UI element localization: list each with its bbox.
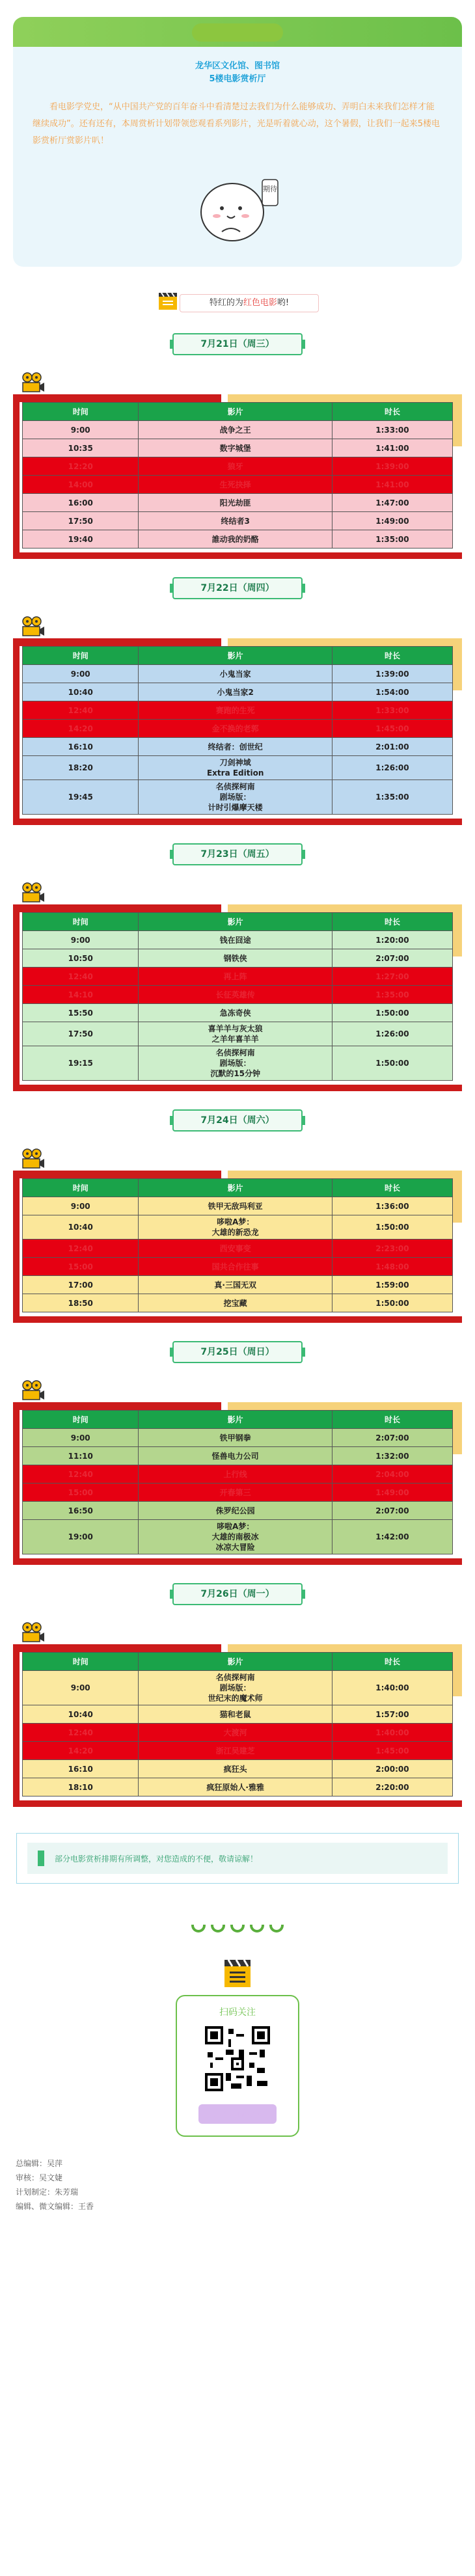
table-row (23, 1276, 453, 1294)
cell-time: 9:00 (23, 1671, 139, 1705)
cell-duration: 1:20:00 (332, 931, 452, 949)
cell-time: 15:00 (23, 1484, 139, 1502)
table-row (23, 756, 453, 780)
day-title: 7月22日（周四） (172, 577, 303, 599)
cell-duration: 1:50:00 (332, 1215, 452, 1240)
cell-duration: 1:45:00 (332, 1742, 452, 1760)
schedule-table (22, 912, 453, 1081)
col-header-time: 时间 (23, 1411, 139, 1429)
cell-film: 挖宝藏 (139, 1294, 332, 1312)
follow-button[interactable]: 长按二维码关注 (198, 2104, 277, 2124)
cell-duration: 1:32:00 (332, 1447, 452, 1465)
schedule-table-wrap (13, 904, 462, 1091)
day-title: 7月25日（周日） (172, 1341, 303, 1363)
cell-film: 猫和老鼠 (139, 1705, 332, 1724)
cell-film: 狼牙 (139, 457, 332, 476)
table-row (23, 476, 453, 494)
cell-film: 疯狂头 (139, 1760, 332, 1778)
cell-time: 19:15 (23, 1046, 139, 1081)
cell-duration: 1:33:00 (332, 701, 452, 720)
day-title: 7月21日（周三） (172, 333, 303, 355)
cell-film: 生死抉择 (139, 476, 332, 494)
credit-line: 计划制定：朱芳瑞 (16, 2188, 79, 2197)
table-header-row (23, 403, 453, 421)
day-schedule (13, 1583, 462, 1807)
cell-film: 战争之王 (139, 421, 332, 439)
red-film-tip (156, 289, 319, 315)
cell-time: 14:20 (23, 720, 139, 738)
cell-duration: 1:47:00 (332, 494, 452, 512)
cell-duration: 2:01:00 (332, 738, 452, 756)
follow-section (176, 1955, 299, 2137)
cell-film: 怪兽电力公司 (139, 1447, 332, 1465)
cell-film: 哆啦A梦： 大雄的新恐龙 (139, 1215, 332, 1240)
cell-time: 16:10 (23, 738, 139, 756)
schedule-table (22, 646, 453, 815)
col-header-duration: 时长 (332, 647, 452, 665)
cell-time: 14:10 (23, 986, 139, 1004)
cell-time: 12:40 (23, 1465, 139, 1484)
day-schedule (13, 1109, 462, 1323)
cell-duration: 2:07:00 (332, 949, 452, 968)
notice-bar (38, 1851, 44, 1866)
cell-film: 阳光劫匪 (139, 494, 332, 512)
cell-time: 11:10 (23, 1447, 139, 1465)
schedule-table (22, 1410, 453, 1554)
cell-film: 名侦探柯南 剧场版： 沉默的15分钟 (139, 1046, 332, 1081)
intro-text: 看电影学党史，“从中国共产党的百年奋斗中看清楚过去我们为什么能够成功、弄明白未来我们怎样才能继续成功”。还有还有，本周赏析计划带领您观看系列影片，光是听着就心动，这个暑假，让我们一起来5楼电影赏析厅赏影片叭！ (33, 102, 441, 146)
table-row (23, 1724, 453, 1742)
table-row (23, 1258, 453, 1276)
cell-film: 铁甲无敌玛利亚 (139, 1197, 332, 1215)
table-row (23, 1484, 453, 1502)
table-row (23, 1294, 453, 1312)
schedule-table (22, 1178, 453, 1312)
cell-time: 9:00 (23, 665, 139, 683)
cell-duration: 1:35:00 (332, 780, 452, 815)
cell-film: 小鬼当家 (139, 665, 332, 683)
col-header-time: 时间 (23, 647, 139, 665)
table-row (23, 949, 453, 968)
cell-time: 12:40 (23, 1240, 139, 1258)
tip-prefix: 特红的为 (209, 298, 243, 308)
cell-duration: 1:35:00 (332, 530, 452, 549)
qr-code-icon[interactable] (205, 2026, 270, 2091)
cell-duration: 2:23:00 (332, 1240, 452, 1258)
table-row (23, 1046, 453, 1081)
cell-time: 10:50 (23, 949, 139, 968)
tip-red-text: 红色电影 (243, 298, 277, 308)
cell-time: 18:50 (23, 1294, 139, 1312)
table-row (23, 512, 453, 530)
cell-film: 浙江吴建芝 (139, 1742, 332, 1760)
follow-title: 扫码关注 (219, 2007, 256, 2018)
day-title: 7月23日（周五） (172, 843, 303, 865)
cell-duration: 1:59:00 (332, 1276, 452, 1294)
table-header-row (23, 647, 453, 665)
cell-film: 疯狂原始人·雅雅 (139, 1778, 332, 1796)
header-banner (13, 17, 462, 267)
cell-time: 16:50 (23, 1502, 139, 1520)
day-schedule (13, 843, 462, 1091)
table-row (23, 1197, 453, 1215)
cell-time: 17:50 (23, 1022, 139, 1046)
cell-film: 急冻奇侠 (139, 1004, 332, 1022)
cell-duration: 1:48:00 (332, 1258, 452, 1276)
cell-duration: 2:07:00 (332, 1429, 452, 1447)
cell-time: 18:20 (23, 756, 139, 780)
divider-dots (0, 1923, 475, 1935)
cell-time: 15:50 (23, 1004, 139, 1022)
cell-time: 17:50 (23, 512, 139, 530)
col-header-film: 影片 (139, 1411, 332, 1429)
table-row (23, 439, 453, 457)
cell-time: 15:00 (23, 1258, 139, 1276)
col-header-duration: 时长 (332, 913, 452, 931)
table-row (23, 1447, 453, 1465)
cell-duration: 1:39:00 (332, 457, 452, 476)
table-row (23, 1215, 453, 1240)
table-row (23, 701, 453, 720)
cell-film: 侏罗纪公园 (139, 1502, 332, 1520)
cell-time: 10:40 (23, 683, 139, 701)
credits (0, 2137, 475, 2240)
col-header-duration: 时长 (332, 1653, 452, 1671)
table-header-row (23, 913, 453, 931)
clapperboard-icon (156, 289, 180, 312)
table-header-row (23, 1411, 453, 1429)
schedule-table (22, 1652, 453, 1796)
day-title: 7月24日（周六） (172, 1109, 303, 1132)
mascot-icon (192, 160, 283, 251)
table-row (23, 1520, 453, 1554)
credit-line: 编辑、微文编辑：王香 (16, 2202, 94, 2211)
cell-film: 长征英雄传 (139, 986, 332, 1004)
cell-time: 18:10 (23, 1778, 139, 1796)
table-row (23, 968, 453, 986)
mascot-label: 期待 (263, 185, 277, 193)
cell-time: 16:00 (23, 494, 139, 512)
schedule-table (22, 402, 453, 549)
col-header-film: 影片 (139, 1653, 332, 1671)
cell-film: 刀剑神域 Extra Edition (139, 756, 332, 780)
cell-time: 9:00 (23, 1197, 139, 1215)
cell-time: 14:20 (23, 1742, 139, 1760)
table-row (23, 931, 453, 949)
table-row (23, 1465, 453, 1484)
film-camera-icon (20, 614, 46, 640)
venue-line-2: 5楼电影赏析厅 (209, 74, 266, 84)
credit-line: 审核：吴文婕 (16, 2173, 63, 2182)
col-header-time: 时间 (23, 913, 139, 931)
credit-line: 总编辑：吴萍 (16, 2159, 63, 2168)
cell-time: 12:40 (23, 1724, 139, 1742)
cell-film: 开春第三 (139, 1484, 332, 1502)
cell-duration: 1:50:00 (332, 1294, 452, 1312)
cell-duration: 1:50:00 (332, 1046, 452, 1081)
table-row (23, 421, 453, 439)
col-header-duration: 时长 (332, 1179, 452, 1197)
cell-duration: 1:49:00 (332, 512, 452, 530)
cell-duration: 1:45:00 (332, 720, 452, 738)
table-row (23, 1705, 453, 1724)
cell-time: 10:35 (23, 439, 139, 457)
col-header-film: 影片 (139, 403, 332, 421)
notice-box (16, 1833, 459, 1884)
cell-film: 铁甲钢拳 (139, 1429, 332, 1447)
day-title: 7月26日（周一） (172, 1583, 303, 1605)
venue-line-1: 龙华区文化馆、图书馆 (195, 61, 280, 71)
table-row (23, 1671, 453, 1705)
table-row (23, 494, 453, 512)
cell-time: 17:00 (23, 1276, 139, 1294)
cell-duration: 1:57:00 (332, 1705, 452, 1724)
film-camera-icon (20, 1377, 46, 1403)
day-schedule (13, 333, 462, 559)
cell-duration: 1:36:00 (332, 1197, 452, 1215)
clapperboard-icon (219, 1955, 256, 1991)
schedule-days (0, 333, 475, 1807)
film-camera-icon (20, 880, 46, 906)
cell-duration: 1:49:00 (332, 1484, 452, 1502)
cell-film: 终结者：创世纪 (139, 738, 332, 756)
cell-duration: 2:07:00 (332, 1502, 452, 1520)
cell-time: 12:40 (23, 701, 139, 720)
table-row (23, 1742, 453, 1760)
day-schedule (13, 577, 462, 825)
schedule-table-wrap (13, 1402, 462, 1565)
tip-box (180, 294, 319, 312)
cell-film: 钱在囧途 (139, 931, 332, 949)
cell-time: 10:40 (23, 1215, 139, 1240)
table-row (23, 986, 453, 1004)
table-row (23, 1240, 453, 1258)
cell-duration: 1:40:00 (332, 1671, 452, 1705)
table-row (23, 683, 453, 701)
schedule-table-wrap (13, 1644, 462, 1807)
table-header-row (23, 1653, 453, 1671)
table-row (23, 738, 453, 756)
cell-duration: 1:54:00 (332, 683, 452, 701)
table-row (23, 665, 453, 683)
film-camera-icon (20, 370, 46, 396)
cell-duration: 1:33:00 (332, 421, 452, 439)
col-header-time: 时间 (23, 1179, 139, 1197)
cell-film: 名侦探柯南 剧场版： 世纪末的魔术师 (139, 1671, 332, 1705)
table-header-row (23, 1179, 453, 1197)
cell-film: 西安事变 (139, 1240, 332, 1258)
cell-film: 赛跑的生死 (139, 701, 332, 720)
table-row (23, 1502, 453, 1520)
col-header-film: 影片 (139, 647, 332, 665)
cell-film: 誰动我的奶酪 (139, 530, 332, 549)
cell-time: 12:40 (23, 968, 139, 986)
cell-time: 19:00 (23, 1520, 139, 1554)
cell-film: 大渡河 (139, 1724, 332, 1742)
cell-film: 喜羊羊与灰太狼 之羊年喜羊羊 (139, 1022, 332, 1046)
table-row (23, 1004, 453, 1022)
banner-top (13, 17, 462, 47)
schedule-table-wrap (13, 394, 462, 559)
col-header-time: 时间 (23, 403, 139, 421)
follow-box (176, 1995, 299, 2137)
table-row (23, 780, 453, 815)
table-row (23, 720, 453, 738)
col-header-duration: 时长 (332, 1411, 452, 1429)
cell-film: 金不换的老郭 (139, 720, 332, 738)
notice-text: 部分电影赏析排期有所调整，对您造成的不便，敬请谅解！ (55, 1854, 258, 1864)
cell-duration: 2:20:00 (332, 1778, 452, 1796)
table-row (23, 1429, 453, 1447)
cell-duration: 2:00:00 (332, 1760, 452, 1778)
col-header-film: 影片 (139, 913, 332, 931)
cell-film: 真·三国无双 (139, 1276, 332, 1294)
cell-duration: 2:04:00 (332, 1465, 452, 1484)
film-camera-icon (20, 1620, 46, 1646)
intro-box (13, 47, 462, 267)
cell-film: 再上阵 (139, 968, 332, 986)
col-header-duration: 时长 (332, 403, 452, 421)
cell-duration: 1:40:00 (332, 1724, 452, 1742)
cell-time: 10:40 (23, 1705, 139, 1724)
cell-duration: 1:41:00 (332, 439, 452, 457)
cell-duration: 1:26:00 (332, 756, 452, 780)
cell-film: 国共合作往事 (139, 1258, 332, 1276)
table-row (23, 1760, 453, 1778)
schedule-table-wrap (13, 1171, 462, 1323)
cell-time: 19:40 (23, 530, 139, 549)
film-camera-icon (20, 1146, 46, 1172)
table-row (23, 457, 453, 476)
cell-duration: 1:39:00 (332, 665, 452, 683)
cell-time: 16:10 (23, 1760, 139, 1778)
col-header-time: 时间 (23, 1653, 139, 1671)
table-row (23, 530, 453, 549)
cell-duration: 1:26:00 (332, 1022, 452, 1046)
cell-time: 14:00 (23, 476, 139, 494)
cell-time: 19:45 (23, 780, 139, 815)
col-header-film: 影片 (139, 1179, 332, 1197)
tip-suffix: 哟! (277, 298, 290, 308)
cell-duration: 1:27:00 (332, 968, 452, 986)
cell-film: 数字城堡 (139, 439, 332, 457)
cell-film: 小鬼当家2 (139, 683, 332, 701)
table-row (23, 1022, 453, 1046)
cell-time: 9:00 (23, 421, 139, 439)
cell-film: 钢铁侠 (139, 949, 332, 968)
table-row (23, 1778, 453, 1796)
cell-time: 9:00 (23, 1429, 139, 1447)
cell-duration: 1:50:00 (332, 1004, 452, 1022)
cell-duration: 1:41:00 (332, 476, 452, 494)
cell-film: 名侦探柯南 剧场版： 计时引爆摩天楼 (139, 780, 332, 815)
day-schedule (13, 1341, 462, 1565)
cell-film: 上行线 (139, 1465, 332, 1484)
cell-time: 9:00 (23, 931, 139, 949)
cell-time: 12:20 (23, 457, 139, 476)
cell-film: 哆啦A梦： 大雄的南极冰 冰凉大冒险 (139, 1520, 332, 1554)
cell-duration: 1:42:00 (332, 1520, 452, 1554)
schedule-table-wrap (13, 638, 462, 825)
cell-film: 终结者3 (139, 512, 332, 530)
cell-duration: 1:35:00 (332, 986, 452, 1004)
